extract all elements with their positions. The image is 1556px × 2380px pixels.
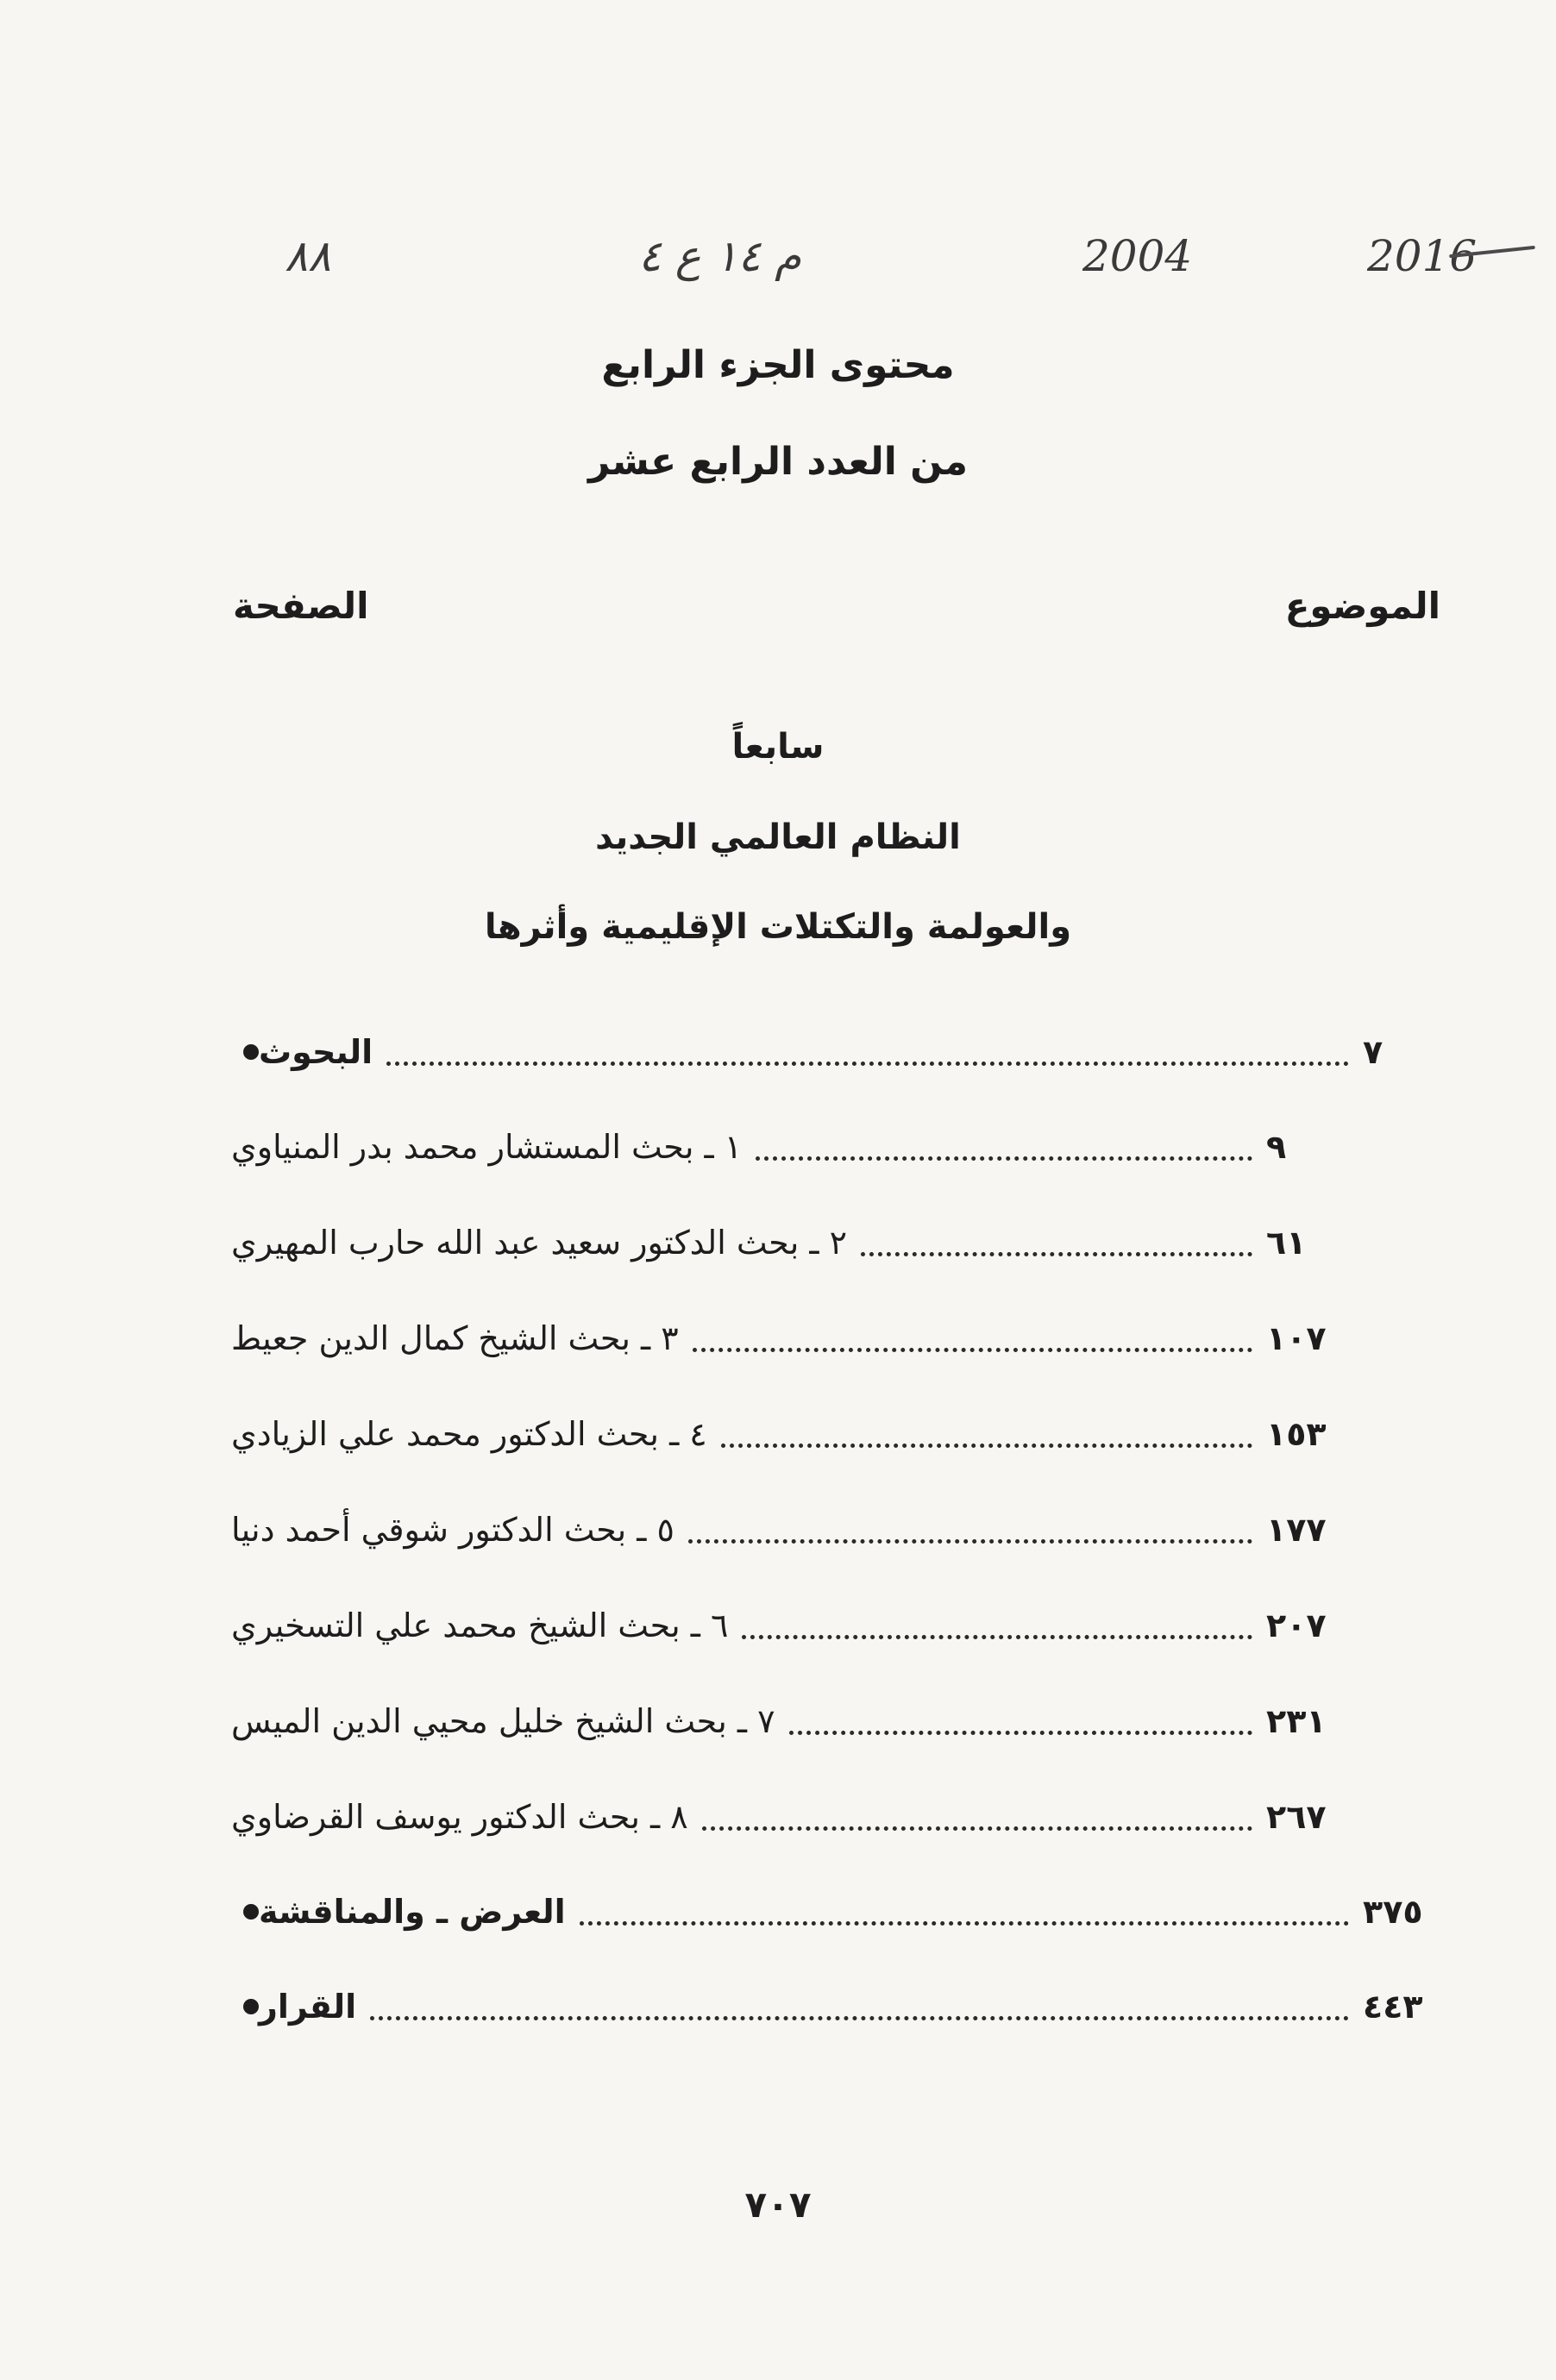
toc-entry-label: القرار: [259, 1988, 357, 2026]
toc-entry-label: ٨ ـ بحث الدكتور يوسف القرضاوي: [231, 1798, 688, 1836]
dot-leader: [580, 1916, 1349, 1926]
toc-entry-page: ٦١: [1266, 1224, 1307, 1262]
toc-entry: [231, 1504, 1344, 1556]
toc-entry-page: ٩: [1266, 1128, 1287, 1166]
toc-entry-discussion: [231, 1886, 1440, 1938]
dot-leader: [688, 1534, 1252, 1544]
toc-entry-page: ٣٧٥: [1363, 1893, 1423, 1931]
dot-leader: [693, 1343, 1252, 1352]
toc-entry-label: العرض ـ والمناقشة: [259, 1893, 566, 1931]
toc-entry: [231, 1600, 1344, 1651]
toc-entry-label: ١ ـ بحث المستشار محمد بدر المنياوي: [231, 1128, 743, 1166]
column-header-page: الصفحة: [233, 585, 369, 627]
handwritten-page-ref: ٨٨: [285, 231, 331, 281]
toc-entry: [231, 1121, 1344, 1173]
toc-entry-label: ٧ ـ بحث الشيخ خليل محيي الدين الميس: [231, 1702, 775, 1740]
toc-entry-page: ٢٦٧: [1266, 1798, 1327, 1836]
page-title: محتوى الجزء الرابع: [601, 343, 955, 387]
dot-leader: [861, 1247, 1252, 1256]
toc-entry-label: البحوث: [259, 1033, 373, 1071]
bullet-icon: [243, 1999, 259, 2014]
dot-leader: [742, 1630, 1252, 1639]
toc-entry-label: ٢ ـ بحث الدكتور سعيد عبد الله حارب المهيري: [231, 1224, 847, 1262]
toc-entry: [231, 1408, 1344, 1460]
toc-entry-page: ٢٠٧: [1266, 1606, 1327, 1644]
toc-entry-research: [231, 1026, 1440, 1078]
dot-leader: [702, 1821, 1252, 1831]
toc-entry: [231, 1217, 1344, 1268]
toc-entry: [231, 1695, 1344, 1747]
section-title-line2: والعولمة والتكتلات الإقليمية وأثرها: [484, 907, 1072, 947]
dot-leader: [386, 1056, 1349, 1066]
toc-entry-label: ٥ ـ بحث الدكتور شوقي أحمد دنيا: [231, 1511, 674, 1549]
handwritten-year-b: 2004: [1082, 231, 1193, 281]
toc-entry-page: ٤٤٣: [1363, 1988, 1423, 2026]
toc-entry: [231, 1791, 1344, 1843]
toc-entry-label: ٦ ـ بحث الشيخ محمد علي التسخيري: [231, 1606, 729, 1644]
section-ordinal: سابعاً: [731, 727, 825, 767]
toc-entry-resolution: [231, 1981, 1440, 2032]
toc-entry-page: ١٥٣: [1266, 1415, 1327, 1453]
page-subtitle: من العدد الرابع عشر: [587, 440, 969, 484]
dot-leader: [721, 1438, 1252, 1448]
toc-entry-label: ٣ ـ بحث الشيخ كمال الدين جعيط: [231, 1319, 679, 1357]
toc-entry: [231, 1312, 1344, 1364]
handwritten-year-a: 2016: [1367, 231, 1478, 281]
handwritten-issue-ref: م ١٤ ع ٤: [638, 231, 802, 281]
toc-entry-page: ٢٣١: [1266, 1702, 1327, 1740]
dot-leader: [756, 1151, 1252, 1161]
dot-leader: [789, 1726, 1253, 1735]
column-header-subject: الموضوع: [1284, 585, 1440, 627]
dot-leader: [370, 2011, 1349, 2020]
bullet-icon: [243, 1044, 259, 1060]
toc-entry-label: ٤ ـ بحث الدكتور محمد علي الزيادي: [231, 1415, 707, 1453]
section-title-line1: النظام العالمي الجديد: [595, 817, 961, 857]
page-number: ٧٠٧: [744, 2183, 812, 2226]
bullet-icon: [243, 1904, 259, 1920]
toc-entry-page: ١٧٧: [1266, 1511, 1327, 1549]
toc-entry-page: ٧: [1363, 1033, 1383, 1071]
toc-entry-page: ١٠٧: [1266, 1319, 1327, 1357]
